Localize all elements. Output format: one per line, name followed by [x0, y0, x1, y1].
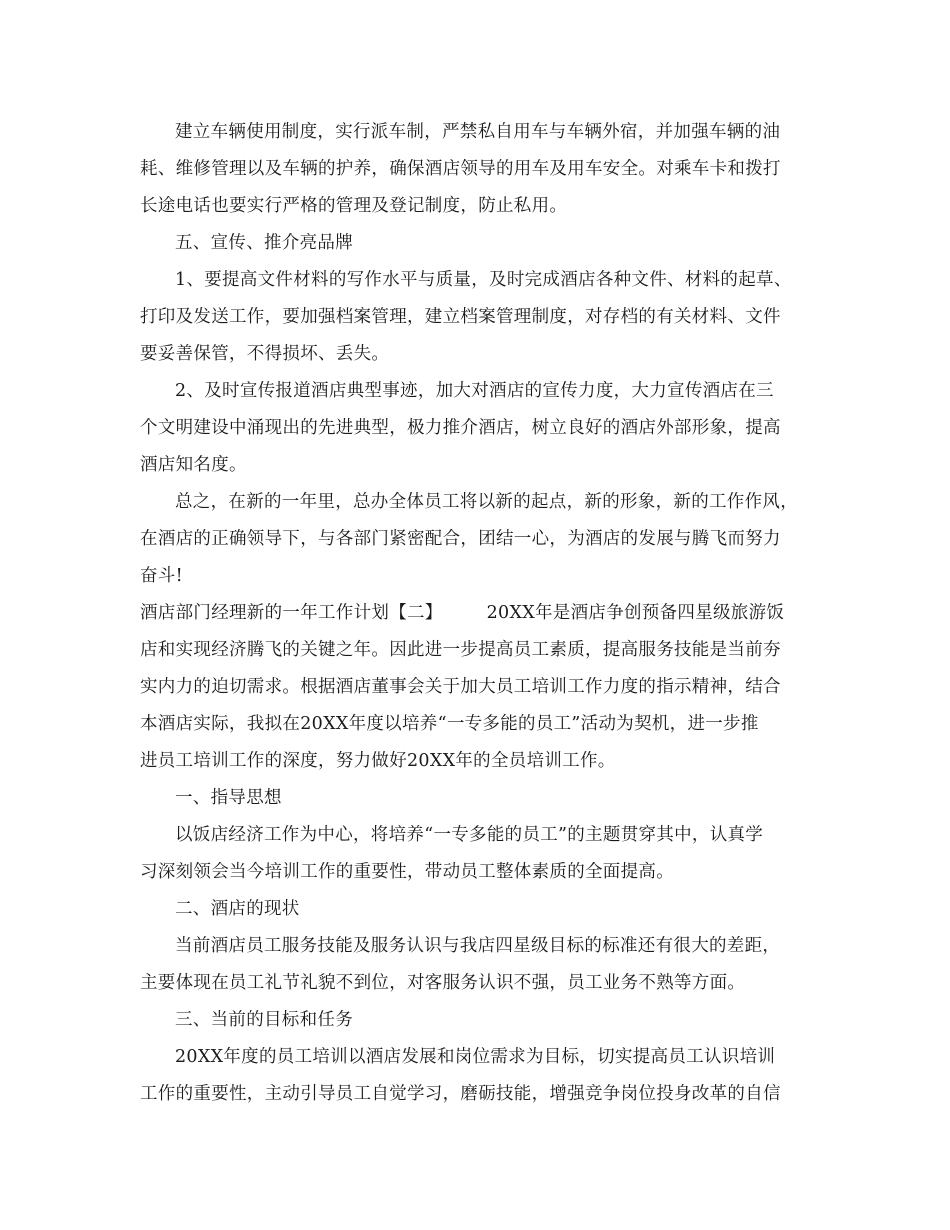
paragraph-line: 2、及时宣传报道酒店典型事迹，加大对酒店的宣传力度，大力宣传酒店在三 [175, 381, 774, 401]
paragraph-line: 打印及发送工作，要加强档案管理，建立档案管理制度，对存档的有关材料、文件 [140, 307, 781, 327]
section-heading: 二、酒店的现状 [175, 899, 300, 919]
plan-intro: 20XX年是酒店争创预备四星级旅游饭 [486, 603, 785, 623]
paragraph-line: 当前酒店员工服务技能及服务认识与我店四星级目标的标准还有很大的差距， [175, 936, 781, 956]
plan-title: 酒店部门经理新的一年工作计划【二】 [140, 603, 443, 623]
document-body [140, 114, 820, 1113]
paragraph-line: 进员工培训工作的深度，努力做好20XX年的全员培训工作。 [140, 751, 616, 771]
plan-title-line [140, 595, 820, 632]
paragraph-line: 建立车辆使用制度，实行派车制，严禁私自用车与车辆外宿，并加强车辆的油 [175, 122, 781, 142]
paragraph-line: 个文明建设中涌现出的先进典型，极力推介酒店，树立良好的酒店外部形象，提高 [140, 418, 781, 438]
paragraph-line: 奋斗! [140, 566, 183, 586]
paragraph-line: 店和实现经济腾飞的关键之年。因此进一步提高员工素质，提高服务技能是当前夯 [140, 640, 781, 660]
section-heading: 一、指导思想 [175, 788, 282, 808]
paragraph-line: 主要体现在员工礼节礼貌不到位，对客服务认识不强，员工业务不熟等方面。 [140, 973, 746, 993]
paragraph-line: 本酒店实际，我拟在20XX年度以培养“一专多能的员工”活动为契机，进一步推 [140, 714, 759, 734]
section-heading: 五、宣传、推介亮品牌 [175, 233, 353, 253]
paragraph-line: 工作的重要性，主动引导员工自觉学习，磨砺技能，增强竞争岗位投身改革的自信 [140, 1084, 781, 1104]
paragraph-line: 长途电话也要实行严格的管理及登记制度，防止私用。 [140, 196, 568, 216]
paragraph-line: 习深刻领会当今培训工作的重要性，带动员工整体素质的全面提高。 [140, 862, 674, 882]
section-heading: 三、当前的目标和任务 [175, 1010, 353, 1030]
paragraph-line: 1、要提高文件材料的写作水平与质量，及时完成酒店各种文件、材料的起草、 [175, 270, 792, 290]
paragraph-line: 20XX年度的员工培训以酒店发展和岗位需求为目标，切实提高员工认识培训 [175, 1047, 776, 1067]
paragraph-line: 以饭店经济工作为中心，将培养“一专多能的员工”的主题贯穿其中，认真学 [175, 825, 764, 845]
paragraph-line: 在酒店的正确领导下，与各部门紧密配合，团结一心，为酒店的发展与腾飞而努力 [140, 529, 781, 549]
paragraph-line: 总之，在新的一年里，总办全体员工将以新的起点，新的形象，新的工作作风， [175, 492, 798, 512]
paragraph-line: 实内力的迫切需求。根据酒店董事会关于加大员工培训工作力度的指示精神，结合 [140, 677, 781, 697]
paragraph-line: 酒店知名度。 [140, 455, 247, 475]
paragraph-line: 耗、维修管理以及车辆的护养，确保酒店领导的用车及用车安全。对乘车卡和拨打 [140, 159, 781, 179]
paragraph-line: 要妥善保管，不得损坏、丢失。 [140, 344, 390, 364]
